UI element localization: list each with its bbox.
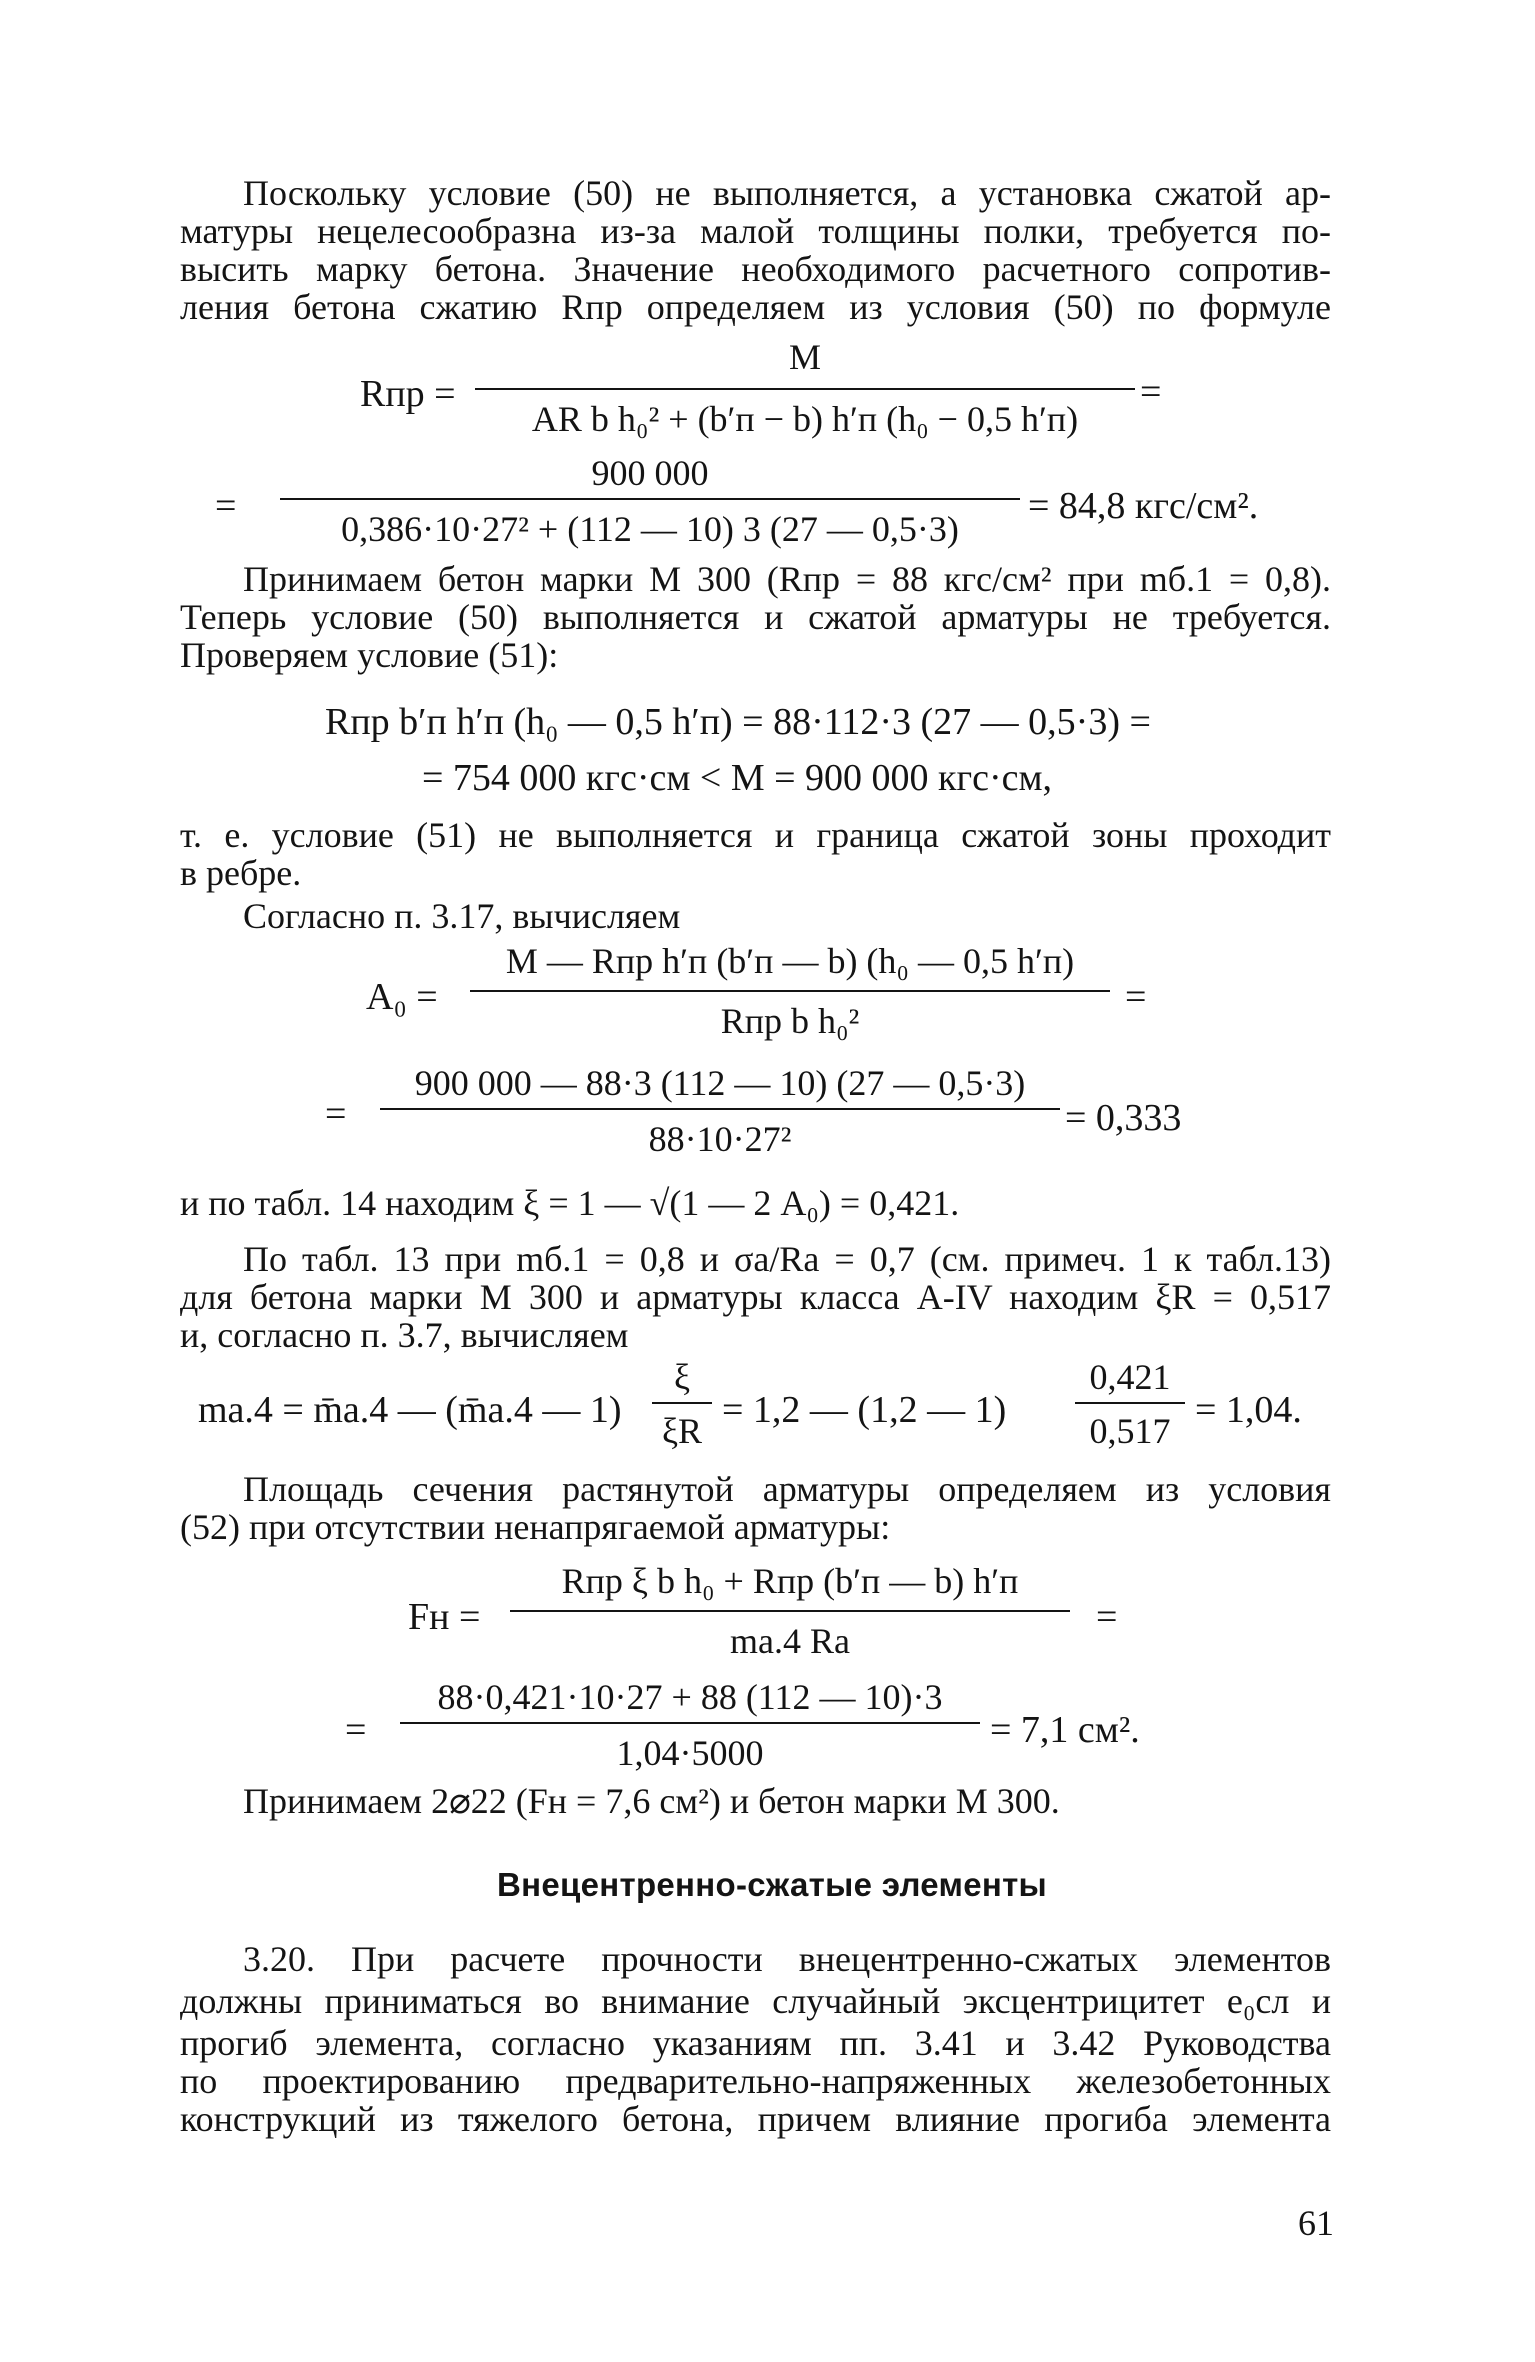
- fraction-denominator: 0,386·10·27² + (112 — 10) 3 (27 — 0,5·3): [341, 509, 959, 549]
- equation-lead: =: [345, 1709, 367, 1751]
- fraction-numerator: 900 000: [591, 453, 709, 493]
- fraction-bar: [652, 1402, 712, 1404]
- fraction-denominator: 0,517: [1089, 1411, 1171, 1451]
- fraction-denominator: 88·10·27²: [648, 1119, 792, 1159]
- text-line: 3.20. При расчете прочности внецентренно-сжатых элементов: [243, 1939, 1331, 1979]
- text-line: по проектированию предварительно-напряженных железобетонных: [180, 2061, 1331, 2101]
- equation-tail: =: [1125, 976, 1147, 1018]
- fraction-bar: [470, 990, 1110, 992]
- text-line: Теперь условие (50) выполняется и сжатой арматуры не требуется.: [180, 597, 1331, 637]
- fraction-bar: [475, 388, 1135, 390]
- paragraph-accept: Принимаем 2⌀22 (Fн = 7,6 см²) и бетон марки М 300.: [243, 1781, 1060, 1821]
- equation-line: Rпр b′п h′п (h₀ — 0,5 h′п) = 88·112·3 (27 — 0,5·3) =: [325, 701, 1151, 743]
- fraction-bar: [400, 1722, 980, 1724]
- fraction-numerator: Rпр ξ b h₀ + Rпр (b′п — b) h′п: [561, 1561, 1019, 1601]
- text-line: ления бетона сжатию Rпр определяем из условия (50) по формуле: [180, 287, 1331, 327]
- fraction-numerator: 88·0,421·10·27 + 88 (112 — 10)·3: [437, 1677, 943, 1717]
- fraction-denominator: Rпр b h₀²: [720, 1001, 860, 1041]
- page-number: 61: [1298, 2203, 1334, 2243]
- equation-line: = 754 000 кгс·см < M = 900 000 кгс·см,: [422, 757, 1053, 799]
- fraction-numerator: M — Rпр h′п (b′п — b) (h₀ — 0,5 h′п): [505, 941, 1075, 981]
- text-line: Поскольку условие (50) не выполняется, а установка сжатой ар-: [243, 173, 1331, 213]
- equation-lead: =: [325, 1093, 347, 1135]
- text-line: т. е. условие (51) не выполняется и граница сжатой зоны проходит: [180, 815, 1331, 855]
- text-line: прогиб элемента, согласно указаниям пп. 3.41 и 3.42 Руководства: [180, 2023, 1331, 2063]
- equation-lhs: Rпр =: [360, 373, 456, 415]
- fraction-bar: [510, 1610, 1070, 1612]
- equation-lhs: Fн =: [408, 1596, 481, 1638]
- text-line: и, согласно п. 3.7, вычисляем: [180, 1315, 629, 1355]
- section-heading: Внецентренно-сжатые элементы: [497, 1866, 1048, 1903]
- equation-tail: =: [1140, 371, 1162, 413]
- fraction-denominator: AR b h₀² + (b′п − b) h′п (h₀ − 0,5 h′п): [531, 399, 1079, 439]
- equation-tail: =: [1096, 1596, 1118, 1638]
- text-line: высить марку бетона. Значение необходимого расчетного сопротив-: [180, 249, 1331, 289]
- fraction-denominator: ξR: [661, 1411, 703, 1451]
- fraction-numerator: 0,421: [1089, 1357, 1171, 1397]
- equation-result: = 84,8 кгс/см².: [1028, 485, 1259, 527]
- text-line: матуры нецелесообразна из-за малой толщины полки, требуется по-: [180, 211, 1331, 251]
- paragraph-calc-intro: Согласно п. 3.17, вычисляем: [243, 896, 681, 936]
- fraction-bar: [280, 498, 1020, 500]
- fraction-numerator: ξ: [673, 1357, 691, 1397]
- fraction-bar: [380, 1108, 1060, 1110]
- fraction-bar: [1075, 1402, 1185, 1404]
- text-line: Площадь сечения растянутой арматуры определяем из условия: [243, 1469, 1331, 1509]
- text-line: (52) при отсутствии ненапрягаемой арматуры:: [180, 1507, 891, 1547]
- fraction-denominator: mа.4 Rа: [730, 1621, 850, 1661]
- text-line: конструкций из тяжелого бетона, причем влияние прогиба элемента: [180, 2099, 1331, 2139]
- equation-result: = 0,333: [1065, 1097, 1182, 1139]
- text-line: для бетона марки М 300 и арматуры класса А-IV находим ξR = 0,517: [180, 1277, 1331, 1317]
- equation-lhs: A₀ =: [366, 976, 438, 1018]
- fraction-numerator: M: [788, 337, 821, 377]
- text-line: в ребре.: [180, 853, 302, 893]
- paragraph-xi: и по табл. 14 находим ξ = 1 — √(1 — 2 A₀) = 0,421.: [180, 1183, 960, 1223]
- text-line: Принимаем бетон марки М 300 (Rпр = 88 кгс/см² при mб.1 = 0,8).: [243, 559, 1331, 599]
- text-line: По табл. 13 при mб.1 = 0,8 и σа/Rа = 0,7 (см. примеч. 1 к табл.13): [243, 1239, 1331, 1279]
- text-line: должны приниматься во внимание случайный эксцентрицитет e₀сл и: [180, 1981, 1331, 2021]
- equation-left: mа.4 = m̄а.4 — (m̄а.4 — 1): [198, 1389, 622, 1431]
- equation-result: = 1,04.: [1195, 1389, 1302, 1431]
- text-line: Проверяем условие (51):: [180, 635, 559, 675]
- equation-lead: =: [215, 485, 237, 527]
- equation-result: = 7,1 см².: [990, 1709, 1140, 1751]
- fraction-numerator: 900 000 — 88·3 (112 — 10) (27 — 0,5·3): [414, 1063, 1026, 1103]
- fraction-denominator: 1,04·5000: [616, 1733, 764, 1773]
- equation-middle: = 1,2 — (1,2 — 1): [722, 1389, 1007, 1431]
